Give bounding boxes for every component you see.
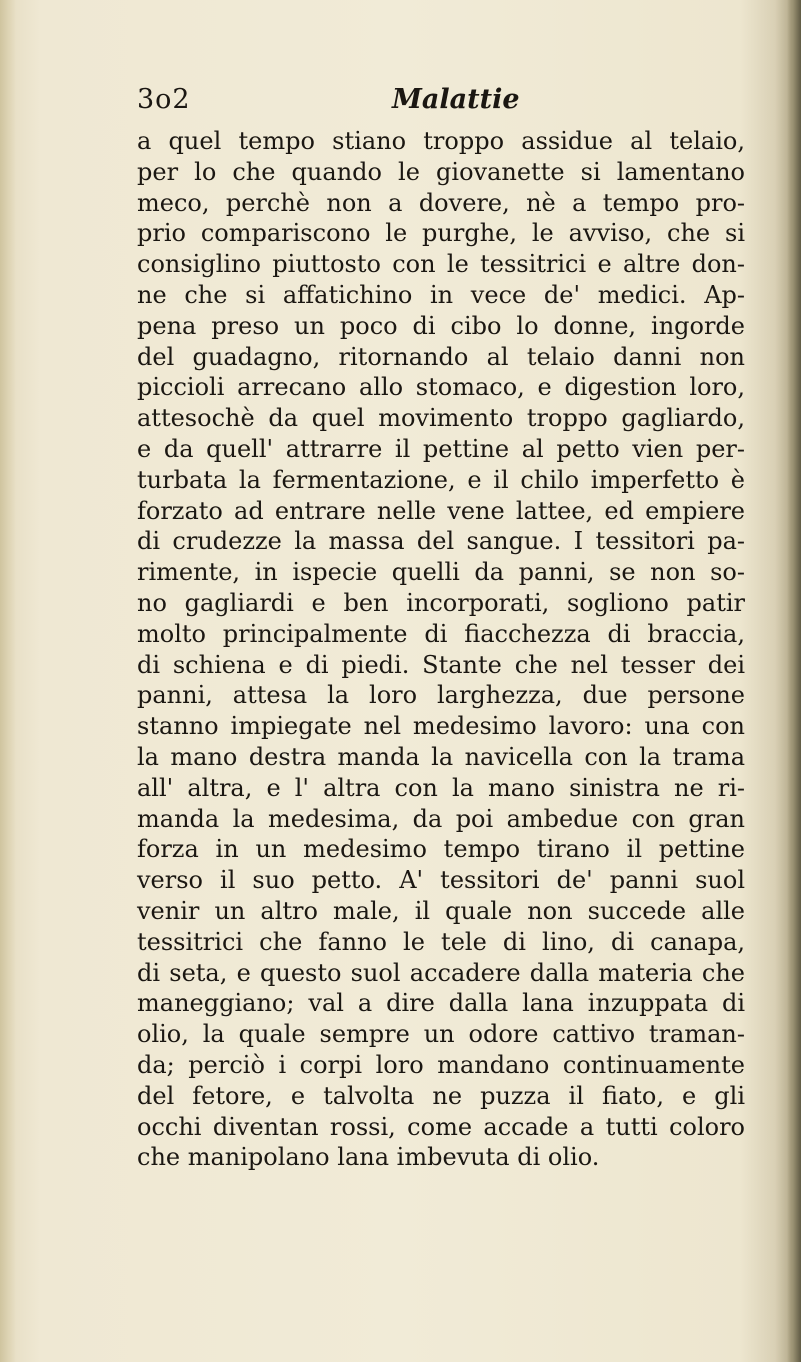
- text-line: di schiena e di piedi. Stante che nel tesser dei: [137, 650, 745, 679]
- text-line: meco, perchè non a dovere, nè a tempo pro-: [137, 188, 745, 217]
- text-line: all' altra, e l' altra con la mano sinistra ne ri-: [137, 773, 745, 802]
- text-line: venir un altro male, il quale non succede alle: [137, 896, 745, 925]
- text-line: molto principalmente di fiacchezza di braccia,: [137, 619, 745, 648]
- text-line: rimente, in ispecie quelli da panni, se non so-: [137, 558, 745, 587]
- text-line: di seta, e questo suol accadere dalla materia che: [137, 958, 745, 987]
- page-header: [137, 84, 737, 124]
- page-right-edge: [787, 0, 801, 1362]
- running-title: Malattie: [392, 84, 520, 115]
- text-line: maneggiano; val a dire dalla lana inzuppata di: [137, 989, 745, 1018]
- text-line: del guadagno, ritornando al telaio danni non: [137, 342, 745, 371]
- text-line: piccioli arrecano allo stomaco, e digestion loro,: [137, 373, 745, 402]
- text-line: che manipolano lana imbevuta di olio.: [137, 1143, 600, 1172]
- text-line: consiglino piuttosto con le tessitrici e altre don-: [137, 250, 745, 279]
- text-line: e da quell' attrarre il pettine al petto vien per-: [137, 434, 745, 463]
- page-number: 3o2: [137, 84, 191, 115]
- text-line: stanno impiegate nel medesimo lavoro: una con: [137, 712, 745, 741]
- text-line: forzato ad entrare nelle vene lattee, ed empiere: [137, 496, 745, 525]
- text-line: per lo che quando le giovanette si lamentano: [137, 157, 745, 186]
- text-line: manda la medesima, da poi ambedue con gran: [137, 804, 745, 833]
- text-line: a quel tempo stiano troppo assidue al telaio,: [137, 127, 745, 155]
- text-line: olio, la quale sempre un odore cattivo traman-: [137, 1020, 745, 1049]
- text-line: no gagliardi e ben incorporati, sogliono patir: [137, 588, 745, 617]
- text-line: forza in un medesimo tempo tirano il pettine: [137, 835, 745, 864]
- text-line: occhi diventan rossi, come accade a tutti coloro: [137, 1112, 745, 1141]
- text-line: attesochè da quel movimento troppo gagliardo,: [137, 404, 745, 433]
- text-line: la mano destra manda la navicella con la trama: [137, 742, 745, 771]
- text-line: di crudezze la massa del sangue. I tessitori pa-: [137, 527, 745, 556]
- text-line: pena preso un poco di cibo lo donne, ingorde: [137, 311, 745, 340]
- text-line: ne che si affatichino in vece de' medici. Ap-: [137, 280, 745, 309]
- text-line: panni, attesa la loro larghezza, due persone: [137, 681, 745, 710]
- text-line: turbata la fermentazione, e il chilo imperfetto è: [137, 465, 745, 494]
- text-line: del fetore, e talvolta ne puzza il fiato, e gli: [137, 1081, 745, 1110]
- text-line: tessitrici che fanno le tele di lino, di canapa,: [137, 927, 745, 956]
- page-left-edge: [0, 0, 16, 1362]
- body-text: [137, 126, 745, 1173]
- text-line: verso il suo petto. A' tessitori de' panni suol: [137, 866, 745, 895]
- text-line: prio compariscono le purghe, le avviso, che si: [137, 219, 745, 248]
- text-line: da; perciò i corpi loro mandano continuamente: [137, 1050, 745, 1079]
